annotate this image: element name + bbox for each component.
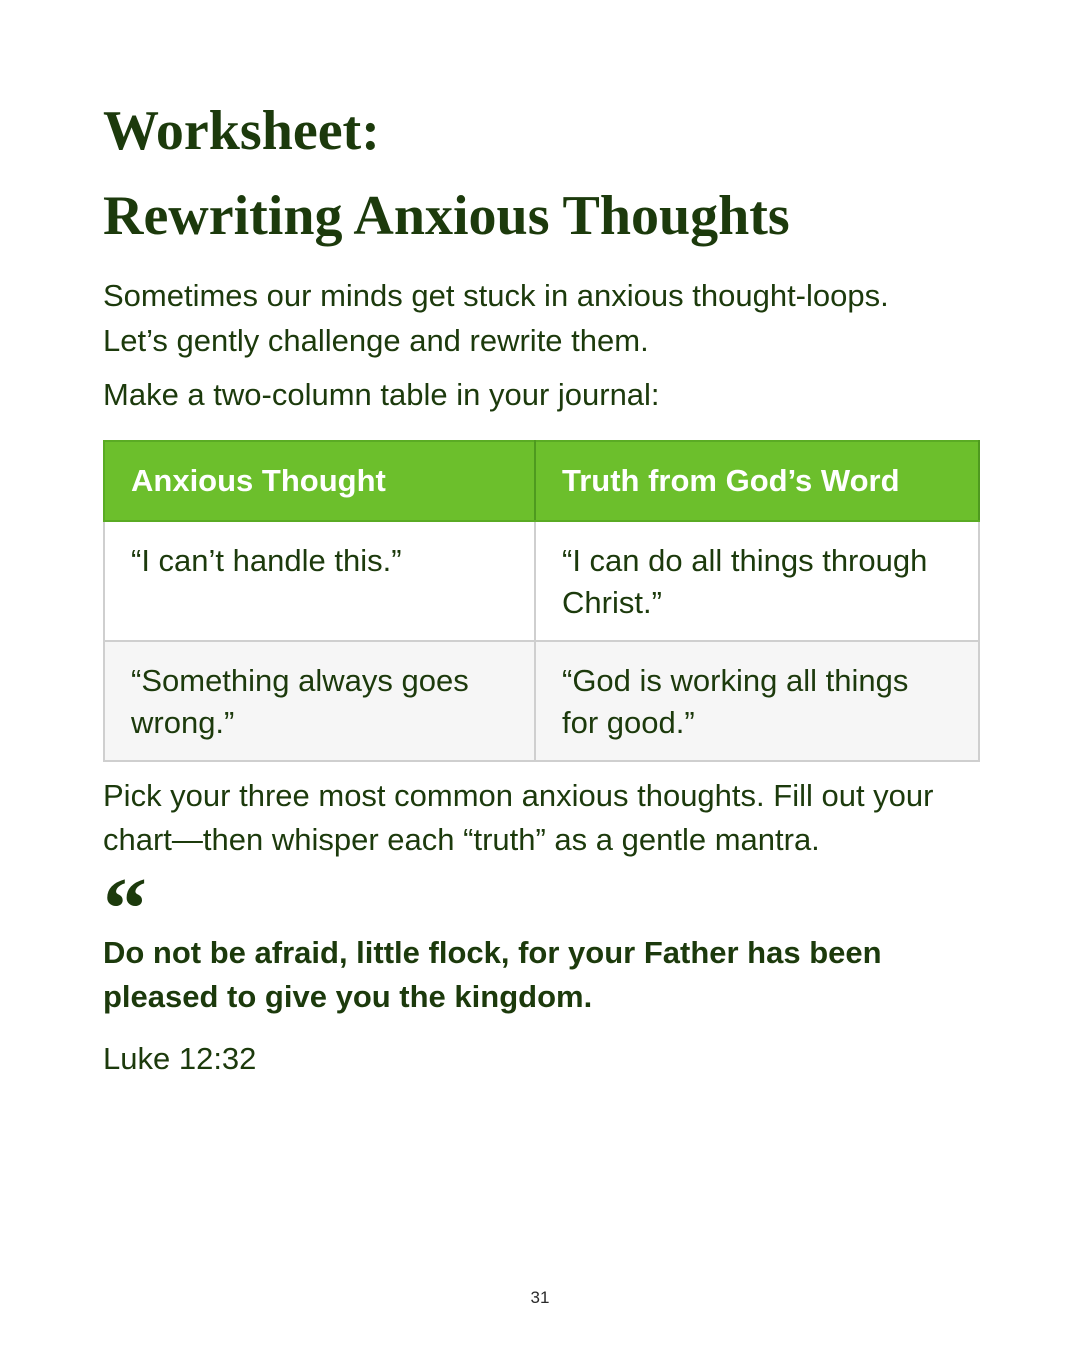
anxious-thought-cell: “Something always goes wrong.” xyxy=(104,641,535,761)
truth-cell: “God is working all things for good.” xyxy=(535,641,979,761)
verse-line-2: pleased to give you the kingdom. xyxy=(103,979,593,1014)
intro-line-2: Let’s gently challenge and rewrite them. xyxy=(103,323,649,358)
table-header-row xyxy=(104,441,979,521)
thought-table xyxy=(103,440,980,762)
table-instruction: Make a two-column table in your journal: xyxy=(103,377,660,412)
truth-cell: “I can do all things through Christ.” xyxy=(535,521,979,641)
header-truth: Truth from God’s Word xyxy=(535,441,979,521)
quote-mark-icon: “ xyxy=(103,861,147,958)
table-row xyxy=(104,641,979,761)
outro-line-1: Pick your three most common anxious thoughts. Fill out your xyxy=(103,778,934,813)
page-title-line-1: Worksheet: xyxy=(103,100,380,162)
header-anxious-thought: Anxious Thought xyxy=(104,441,535,521)
verse-line-1: Do not be afraid, little flock, for your Father has been xyxy=(103,935,882,970)
page-number: 31 xyxy=(530,1288,550,1307)
outro-line-2: chart—then whisper each “truth” as a gentle mantra. xyxy=(103,822,820,857)
page-title-line-2: Rewriting Anxious Thoughts xyxy=(103,185,790,247)
table-row xyxy=(104,521,979,641)
intro-line-1: Sometimes our minds get stuck in anxious thought-loops. xyxy=(103,278,889,313)
verse-reference: Luke 12:32 xyxy=(103,1041,257,1076)
anxious-thought-cell: “I can’t handle this.” xyxy=(104,521,535,641)
